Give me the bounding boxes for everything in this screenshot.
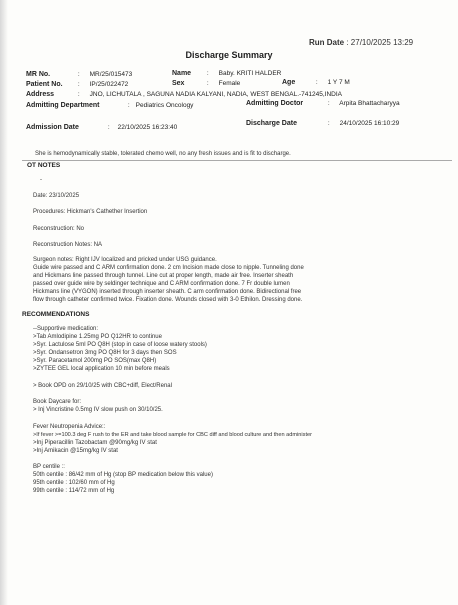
status-line: She is hemodynamically stable, tolerated chemo well, no any fresh issues and is fit to discharge.: [35, 151, 291, 157]
sex-label: Sex: [172, 80, 185, 87]
admission-date-value: 22/10/2025 16:23:40: [117, 124, 178, 131]
discharge-date-row: Discharge Date : 24/10/2025 16:10:29: [246, 120, 400, 127]
name-label: Name: [172, 70, 192, 77]
fever-line: >Inj Amikacin @15mg/kg IV stat: [33, 448, 118, 454]
bp-line: 95th centile : 102/60 mm of Hg: [33, 480, 115, 486]
admission-date-row: Admission Date : 22/10/2025 16:23:40: [26, 124, 178, 131]
discharge-date-value: 24/10/2025 16:10:29: [339, 120, 400, 127]
ot-reconstruction-notes: Reconstruction Notes: NA: [33, 242, 103, 248]
doctor-value: Arpita Bhattacharyya: [339, 100, 400, 107]
opd-booking: > Book OPD on 29/10/25 with CBC+diff, Elect/Renal: [33, 383, 172, 389]
department-label: Admitting Department: [26, 102, 100, 109]
recommendations-heading: RECOMMENDATIONS: [22, 311, 90, 318]
address-row: Address : JNO, LICHUTALA , SAGUNA NADIA KALYANI, NADIA, WEST BENGAL.-741245,INDIA: [26, 91, 343, 98]
patient-row: Patient No. : IP/25/022472: [26, 81, 129, 88]
page-edge-shadow: [0, 0, 8, 605]
run-date-label: Run Date: [309, 38, 345, 47]
surgeon-line: and Hickmans line passed through tunnel. Line cut at proper length, made air free. Inserter sheath: [33, 273, 294, 279]
med-line: >Tab Amlodipine 1.25mg PO Q12HR to continue: [33, 334, 162, 340]
patient-no-label: Patient No.: [26, 81, 63, 88]
age-label: Age: [282, 79, 296, 86]
address-label: Address: [26, 91, 55, 98]
surgeon-notes: [33, 256, 304, 304]
med-line: >Syr. Ondansetron 3mg PO Q8H for 3 days then SOS: [33, 350, 177, 356]
patient-no-value: IP/25/022472: [89, 81, 129, 88]
ot-procedures: Procedures: Hickman's Cathether Insertion: [33, 209, 148, 215]
mr-label: MR No.: [26, 71, 51, 78]
surgeon-line: Surgeon notes: Right IJV localized and pricked under USG guidance.: [33, 257, 217, 263]
bp-line: 50th centile : 86/42 mm of Hg (stop BP medication below this value): [33, 472, 213, 478]
ot-dash: -: [40, 177, 42, 183]
med-line: >Syr. Paracetamol 200mg PO SOS(max Q8H): [33, 358, 157, 364]
name-row: Name : Baby. KRITI HALDER: [172, 70, 282, 77]
sex-row: Sex : Female: [172, 80, 241, 87]
supportive-heading: --Supportive medication:: [33, 326, 99, 332]
surgeon-line: passed over guide wire by seldinger technique and C ARM confirmation done. 7 Fr double lumen: [33, 281, 290, 287]
mr-row: MR No. : MR/25/015473: [26, 71, 133, 78]
bp-line: 99th centile : 114/72 mm of Hg: [33, 488, 115, 494]
bp-centile-block: [33, 463, 213, 495]
department-value: Pediatrics Oncology: [135, 102, 194, 109]
discharge-date-label: Discharge Date: [246, 120, 297, 127]
daycare-heading: Book Daycare for:: [33, 399, 82, 405]
divider: [22, 160, 452, 161]
fever-block: [33, 423, 312, 455]
admission-date-label: Admission Date: [26, 124, 79, 131]
med-line: >ZYTEE GEL local application 10 min before meals: [33, 366, 170, 372]
address-value: JNO, LICHUTALA , SAGUNA NADIA KALYANI, NADIA, WEST BENGAL.-741245,INDIA: [89, 91, 343, 98]
ot-notes-heading: OT NOTES: [27, 162, 61, 169]
age-value: 1 Y 7 M: [327, 79, 350, 86]
fever-line: >If fever >=100.3 deg F rush to the ER and take blood sample for CBC diff and blood culture and then administer: [33, 432, 312, 438]
supportive-medication: [33, 325, 207, 373]
doctor-label: Admitting Doctor: [246, 100, 304, 107]
surgeon-line: Guide wire passed and C ARM confirmation done. 2 cm Incision made close to nipple. Tunneling done: [33, 265, 304, 271]
sex-value: Female: [218, 80, 241, 87]
age-row: Age : 1 Y 7 M: [282, 79, 350, 86]
bp-heading: BP centile ::: [33, 464, 65, 470]
page-title: Discharge Summary: [185, 50, 273, 60]
name-value: Baby. KRITI HALDER: [218, 70, 282, 77]
med-line: >Syr. Lactulose 5ml PO Q8H (stop in case of loose watery stools): [33, 342, 207, 348]
department-row: Admitting Department : Pediatrics Oncology: [26, 102, 194, 109]
daycare-line: > Inj Vincristine 0.5mg IV slow push on 30/10/25.: [33, 407, 163, 413]
doctor-row: Admitting Doctor : Arpita Bhattacharyya: [246, 100, 400, 107]
surgeon-line: Hickmans line (VYGON) inserted through inserter sheath. C arm confirmation done. Bidirectional free: [33, 289, 302, 295]
daycare-block: [33, 398, 163, 414]
surgeon-line: flow through catheter confirmed twice. Fixation done. Wounds closed with 3-0 Ethilon. Dressing done.: [33, 297, 303, 303]
ot-date: Date: 23/10/2025: [33, 193, 80, 199]
ot-reconstruction: Reconstruction: No: [33, 226, 85, 232]
run-date-value: : 27/10/2025 13:29: [346, 38, 414, 47]
run-date: [309, 38, 413, 47]
mr-value: MR/25/015473: [89, 71, 133, 78]
fever-heading: Fever Neutropenia Advice::: [33, 424, 106, 430]
fever-line: >Inj Piperacillin Tazobactam @90mg/kg IV stat: [33, 440, 157, 446]
